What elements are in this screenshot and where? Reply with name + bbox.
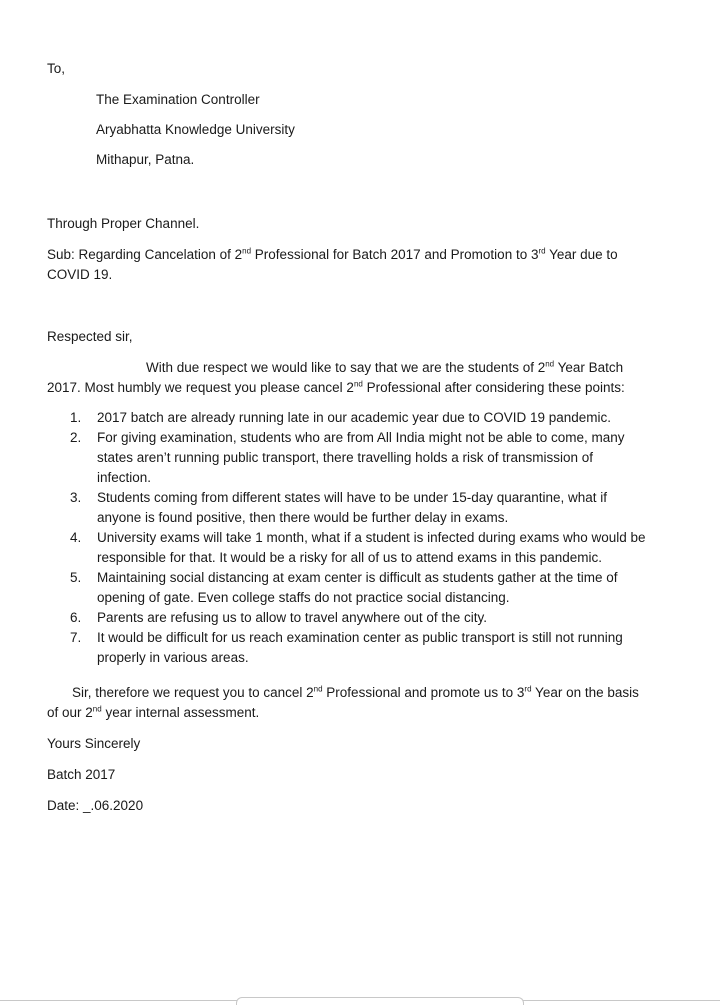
through-line: Through Proper Channel.: [47, 216, 200, 231]
list-item: 7. It would be difficult for us reach examination center as public transport is still not running properly in various areas.: [70, 630, 623, 665]
signoff: Yours Sincerely: [47, 736, 141, 751]
recipient-title: The Examination Controller: [96, 92, 260, 107]
list-item: 4. University exams will take 1 month, what if a student is infected during exams who would be responsible for that. It would be a risky for all of us to attend exams in this pandemic.: [70, 530, 646, 565]
list-item: 2. For giving examination, students who are from All India might not be able to come, many states aren’t running public transport, there travelling holds a risk of transmission of infection.: [70, 430, 625, 485]
subject-line: Sub: Regarding Cancelation of 2nd Professional for Batch 2017 and Promotion to 3rd Year due to: [47, 246, 618, 262]
bottom-handle: [236, 997, 524, 1005]
signer: Batch 2017: [47, 767, 116, 782]
salutation-to: To,: [47, 61, 66, 76]
closing-para-line-2: of our 2nd year internal assessment.: [47, 704, 260, 720]
recipient-address: Mithapur, Patna.: [96, 152, 195, 167]
list-item: 6. Parents are refusing us to allow to travel anywhere out of the city.: [70, 610, 487, 625]
date-line: Date: _.06.2020: [47, 798, 144, 813]
recipient-university: Aryabhatta Knowledge University: [96, 122, 295, 137]
closing-para-line-1: Sir, therefore we request you to cancel 2nd Professional and promote us to 3rd Year on the basis: [72, 684, 639, 700]
intro-line-2: 2017. Most humbly we request you please cancel 2nd Professional after considering these points:: [47, 379, 625, 395]
list-item: 3. Students coming from different states will have to be under 15-day quarantine, what if anyone is found positive, then there would be further delay in exams.: [70, 490, 608, 525]
list-item: 1. 2017 batch are already running late in our academic year due to COVID 19 pandemic.: [70, 410, 612, 425]
intro-line-1: With due respect we would like to say that we are the students of 2nd Year Batch: [146, 359, 624, 375]
points-list: [47, 408, 687, 668]
subject-line-2: COVID 19.: [47, 267, 113, 282]
greeting: Respected sir,: [47, 329, 133, 344]
list-item: 5. Maintaining social distancing at exam center is difficult as students gather at the time of opening of gate. Even college staffs do not practice social distancing.: [70, 570, 618, 605]
